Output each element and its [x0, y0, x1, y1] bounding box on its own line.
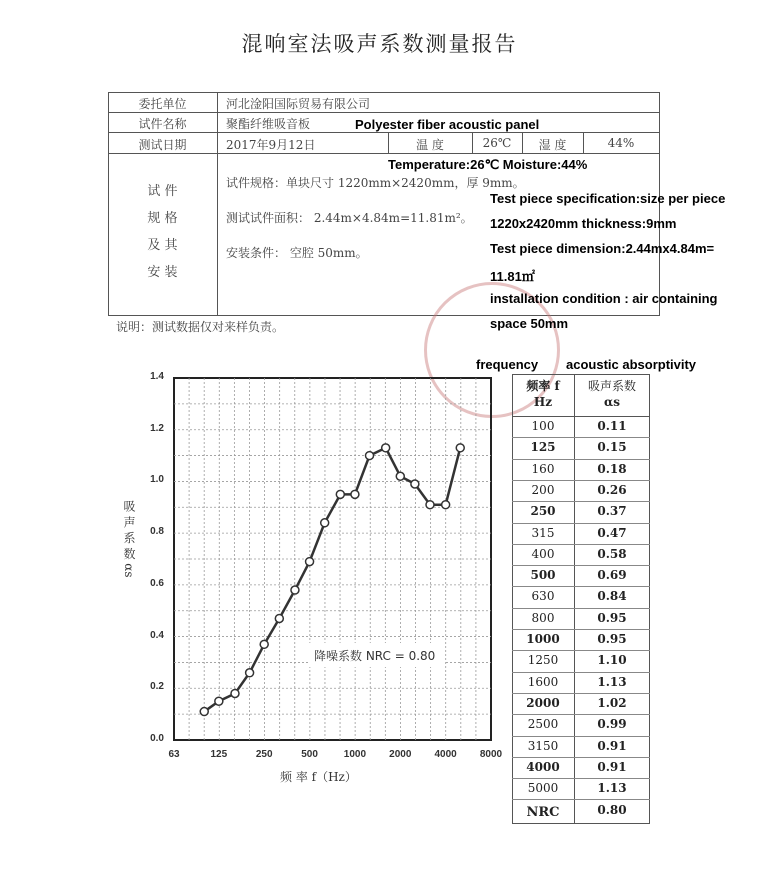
y-tick-label: 1.2 [150, 422, 164, 434]
x-tick-label: 63 [168, 749, 180, 760]
data-point [411, 480, 419, 488]
table-cell-absorption: 0.95 [597, 632, 627, 646]
x-tick-label: 4000 [434, 749, 457, 760]
data-point [382, 444, 390, 452]
translation-absorptivity: acoustic absorptivity [566, 357, 697, 372]
series-line [204, 448, 460, 712]
table-cell-frequency: 800 [531, 610, 555, 625]
table-cell-absorption: 0.26 [597, 482, 627, 497]
table-border [512, 480, 650, 481]
translation-frequency: frequency [476, 357, 539, 372]
data-point [366, 452, 374, 460]
report-title: 混响室法吸声系数测量报告 [241, 32, 518, 56]
data-point [275, 614, 283, 622]
humidity-value: 44% [607, 136, 635, 150]
data-point [321, 519, 329, 527]
table-cell-frequency: 250 [530, 504, 556, 519]
table-cell-frequency: 1000 [526, 632, 560, 646]
table-cell-frequency: 100 [531, 419, 555, 433]
table-cell-frequency: 2500 [527, 717, 559, 732]
table-cell-absorption: 0.69 [597, 568, 627, 583]
table-cell-frequency: 630 [531, 589, 555, 604]
table-cell-frequency: 400 [531, 546, 555, 561]
table-cell-frequency: 1600 [527, 674, 559, 689]
sample-value: 聚酯纤维吸音板 [226, 117, 311, 131]
table-cell-absorption: 0.84 [597, 589, 627, 604]
table-border [512, 650, 650, 651]
table-cell-absorption: 1.02 [597, 695, 627, 710]
translation-dim2: 11.81㎡ [490, 269, 535, 284]
data-point [456, 444, 464, 452]
x-tick-label: 125 [210, 749, 228, 760]
y-tick-label: 0.0 [150, 733, 164, 744]
nrc-value: 0.80 [597, 803, 627, 817]
table-cell-absorption: 0.47 [597, 525, 627, 540]
x-tick-label: 8000 [479, 749, 503, 760]
data-points [200, 444, 464, 716]
table-border [512, 823, 650, 824]
header-frequency: 频率 f Hz [526, 379, 560, 409]
table-cell-frequency: 1250 [527, 653, 559, 668]
table-cell-absorption: 1.13 [597, 781, 627, 796]
table-cell-absorption: 1.10 [597, 653, 627, 668]
y-tick-label: 1.0 [150, 474, 164, 486]
table-cell-frequency: 160 [531, 461, 555, 476]
data-point [442, 501, 450, 509]
table-border [512, 374, 650, 375]
table-cell-absorption: 0.11 [597, 419, 627, 433]
table-border [512, 736, 650, 737]
data-point [260, 640, 268, 648]
table-cell-absorption: 1.13 [597, 674, 627, 689]
translation-spec1: Test piece specification:size per piece [490, 191, 726, 206]
table-cell-frequency: 4000 [526, 759, 560, 774]
x-tick-label: 500 [301, 749, 318, 760]
table-border [512, 416, 650, 417]
translation-product: Polyester fiber acoustic panel [355, 117, 540, 132]
nrc-annotation: 降噪系数 NRC = 0.80 [314, 649, 436, 663]
header-absorption: 吸声系数 αs [587, 379, 636, 409]
table-cell-absorption: 0.91 [597, 738, 627, 753]
client-value: 河北淦阳国际贸易有限公司 [226, 97, 371, 111]
table-border [512, 672, 650, 673]
nrc-label: NRC [526, 805, 560, 820]
table-cell-frequency: 5000 [527, 781, 559, 796]
table-border [512, 565, 650, 566]
x-axis-label: 频 率 f（Hz） [280, 770, 357, 784]
data-point [306, 558, 314, 566]
table-border [512, 523, 650, 524]
table-border [512, 693, 650, 694]
table-border [512, 778, 650, 779]
table-cell-absorption: 0.91 [597, 759, 627, 774]
y-tick-label: 0.8 [150, 526, 164, 538]
y-tick-label: 0.6 [150, 577, 164, 589]
table-cell-frequency: 3150 [527, 738, 559, 753]
data-point [291, 586, 299, 594]
x-tick-label: 2000 [389, 749, 412, 760]
y-tick-label: 1.4 [150, 371, 164, 382]
sample-label: 试件名称 [138, 117, 187, 131]
humidity-label: 湿 度 [538, 138, 567, 152]
table-cell-absorption: 0.95 [597, 610, 627, 625]
table-cell-absorption: 0.58 [597, 546, 627, 561]
data-point [396, 472, 404, 480]
table-cell-absorption: 0.99 [597, 717, 627, 732]
data-point [246, 669, 254, 677]
data-point [200, 708, 208, 716]
translation-install2: space 50mm [490, 316, 569, 331]
install-label: 试 件 规 格 及 其 安 装 [147, 184, 178, 280]
x-tick-label: 250 [255, 749, 273, 760]
translation-spec2: 1220x2420mm thickness:9mm [490, 216, 677, 231]
table-border [512, 586, 650, 587]
table-border [512, 714, 650, 715]
frequency-table [512, 374, 650, 824]
table-border [512, 459, 650, 460]
y-tick-label: 0.4 [150, 629, 164, 641]
table-cell-frequency: 125 [530, 440, 556, 455]
data-point [231, 689, 239, 697]
translation-install1: installation condition : air containing [490, 291, 718, 306]
data-point [426, 501, 434, 509]
data-point [215, 697, 223, 705]
temp-value: 26℃ [482, 136, 512, 150]
table-cell-frequency: 500 [530, 568, 556, 583]
table-cell-frequency: 315 [531, 525, 555, 540]
note: 说明：测试数据仅对来样负责。 [116, 320, 285, 334]
table-border [512, 629, 650, 630]
table-border [512, 799, 650, 800]
table-cell-frequency: 200 [531, 482, 555, 497]
table-cell-absorption: 0.37 [597, 504, 627, 519]
x-tick-label: 1000 [343, 749, 367, 760]
grid [174, 378, 491, 740]
spec-line: 试件规格：单块尺寸 1220mm×2420mm，厚 9mm。 [226, 176, 525, 190]
temp-label: 温 度 [416, 138, 444, 152]
area-line: 测试试件面积： 2.44m×4.84m=11.81m²。 [226, 211, 473, 225]
date-label: 测试日期 [138, 138, 187, 152]
data-point [336, 490, 344, 498]
table-cell-absorption: 0.15 [597, 440, 627, 455]
table-border [512, 608, 650, 609]
table-cell-frequency: 2000 [526, 695, 560, 710]
mount-line: 安装条件： 空腔 50mm。 [226, 246, 368, 260]
translation-temp: Temperature:26℃ Moisture:44% [388, 157, 588, 172]
table-border [512, 437, 650, 438]
table-cell-absorption: 0.18 [597, 461, 627, 476]
table-border [512, 501, 650, 502]
date-value: 2017年9月12日 [226, 138, 316, 152]
y-axis-label: 吸 声 系 数 αs [122, 500, 136, 578]
data-point [351, 490, 359, 498]
translation-dim1: Test piece dimension:2.44mx4.84m= [490, 241, 715, 256]
table-border [512, 544, 650, 545]
y-tick-label: 0.2 [150, 681, 164, 693]
table-border [512, 757, 650, 758]
client-label: 委托单位 [138, 97, 187, 111]
